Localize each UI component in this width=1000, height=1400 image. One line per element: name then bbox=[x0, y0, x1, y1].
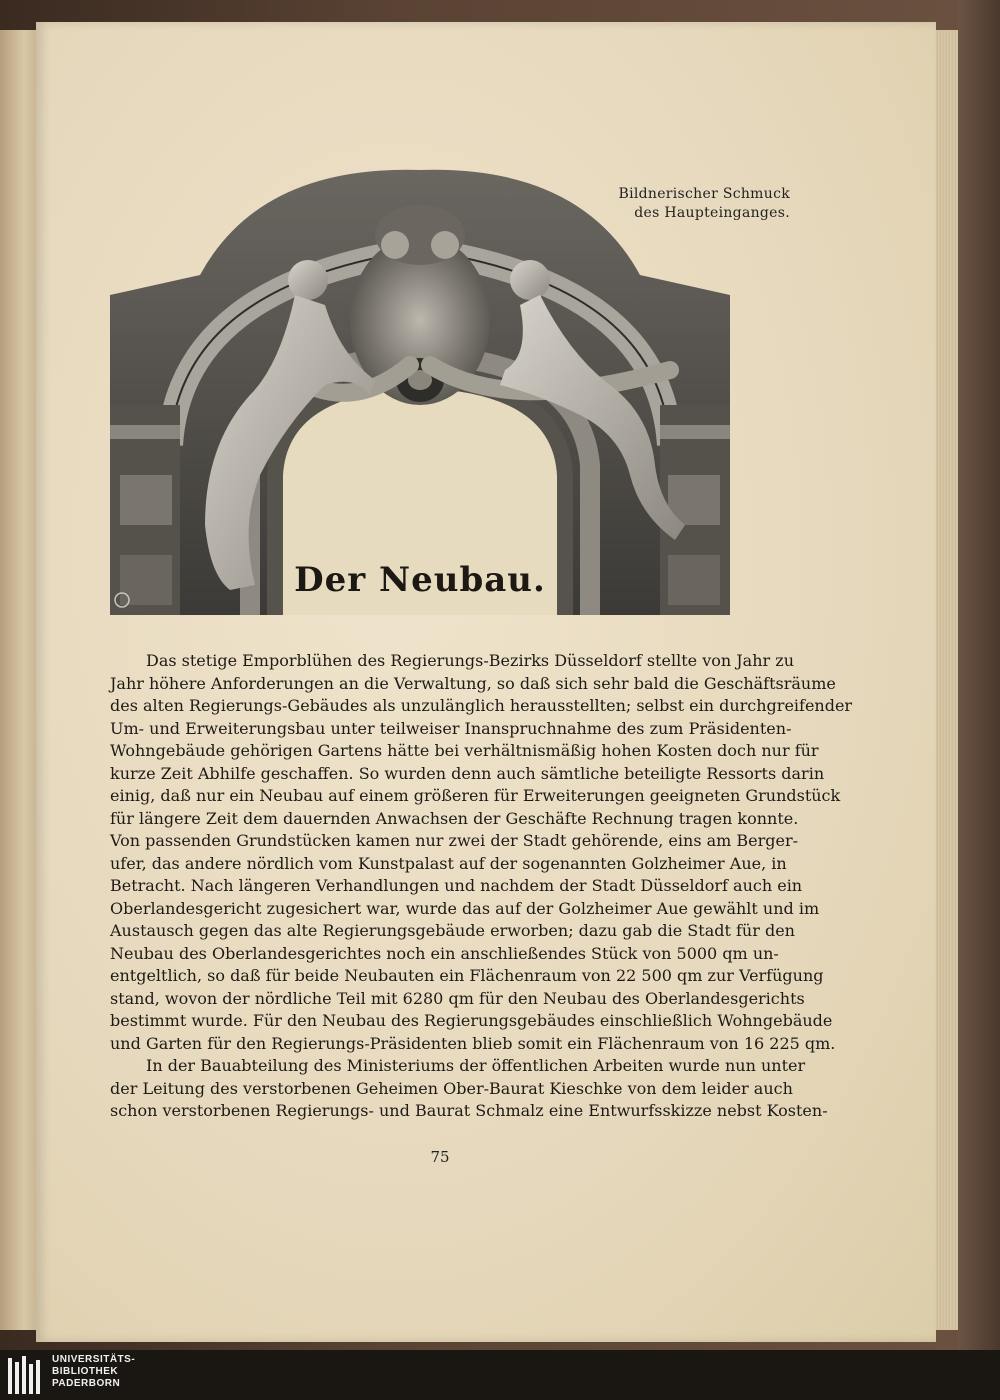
library-logo-text bbox=[52, 1354, 135, 1390]
text-line: entgeltlich, so daß für beide Neubauten ein Flächenraum von 22 500 qm zur Verfügung bbox=[110, 966, 824, 985]
text-line: stand, wovon der nördliche Teil mit 6280 qm für den Neubau des Oberlandesgerichts bbox=[110, 988, 805, 1008]
footer-bar bbox=[0, 1350, 1000, 1400]
text-line: der Leitung des verstorbenen Geheimen Ober-Baurat Kieschke von dem leider auch bbox=[110, 1078, 793, 1098]
text-line: kurze Zeit Abhilfe geschaffen. So wurden denn auch sämtliche beteiligte Ressorts darin bbox=[110, 763, 825, 783]
text-line: Das stetige Emporblühen des Regierungs-Bezirks Düsseldorf stellte von Jahr zu bbox=[146, 651, 794, 670]
text-line: und Garten für den Regierungs-Präsidenten blieb somit ein Flächenraum von 16 225 qm. bbox=[110, 1033, 836, 1053]
text-line: Neubau des Oberlandesgerichtes noch ein anschließendes Stück von 5000 qm un- bbox=[110, 943, 779, 963]
text-line: schon verstorbenen Regierungs- und Baurat Schmalz eine Entwurfsskizze nebst Kosten- bbox=[110, 1101, 828, 1120]
page-number: 75 bbox=[430, 1148, 450, 1166]
body-text bbox=[110, 650, 853, 1123]
text-line: für längere Zeit dem dauernden Anwachsen der Geschäfte Rechnung tragen konnte. bbox=[110, 808, 799, 828]
text-line: Wohngebäude gehörigen Gartens hätte bei verhältnismäßig hohen Kosten doch nur für bbox=[110, 741, 819, 760]
photo-caption bbox=[590, 185, 790, 223]
text-line: Betracht. Nach längeren Verhandlungen und nachdem der Stadt Düsseldorf auch ein bbox=[110, 876, 803, 895]
text-line: Um- und Erweiterungsbau unter teilweiser Inanspruchnahme des zum Präsidenten- bbox=[110, 718, 792, 738]
text-line: Von passenden Grundstücken kamen nur zwei der Stadt gehörende, eins am Berger- bbox=[110, 831, 799, 850]
page-edges bbox=[936, 30, 958, 1330]
logo-line-1: UNIVERSITÄTS- bbox=[52, 1354, 136, 1365]
text-line: bestimmt wurde. Für den Neubau des Regierungsgebäudes einschließlich Wohngebäude bbox=[110, 1011, 833, 1030]
logo-line-2: BIBLIOTHEK bbox=[52, 1366, 119, 1377]
caption-line-2: des Haupteinganges. bbox=[634, 205, 790, 221]
text-line: Jahr höhere Anforderungen an die Verwaltung, so daß sich sehr bald die Geschäftsräume bbox=[110, 673, 836, 693]
logo-line-3: PADERBORN bbox=[52, 1378, 121, 1389]
caption-line-1: Bildnerischer Schmuck bbox=[618, 186, 790, 202]
text-line: ufer, das andere nördlich vom Kunstpalast auf der sogenannten Golzheimer Aue, in bbox=[110, 853, 787, 873]
text-line: Austausch gegen das alte Regierungsgebäude erworben; dazu gab die Stadt für den bbox=[110, 921, 795, 940]
text-line: Oberlandesgericht zugesichert war, wurde das auf der Golzheimer Aue gewählt und im bbox=[110, 898, 820, 918]
text-line: des alten Regierungs-Gebäudes als unzulänglich herausstellten; selbst ein durchgreifender bbox=[110, 696, 853, 715]
book-spine bbox=[958, 0, 1000, 1350]
left-page-edge bbox=[0, 30, 40, 1330]
library-logo-icon bbox=[8, 1352, 48, 1400]
section-title: Der Neubau. bbox=[294, 560, 546, 600]
text-line: In der Bauabteilung des Ministeriums der öffentlichen Arbeiten wurde nun unter bbox=[146, 1056, 806, 1075]
text-line: einig, daß nur ein Neubau auf einem größeren für Erweiterungen geeigneten Grundstück bbox=[110, 786, 841, 805]
